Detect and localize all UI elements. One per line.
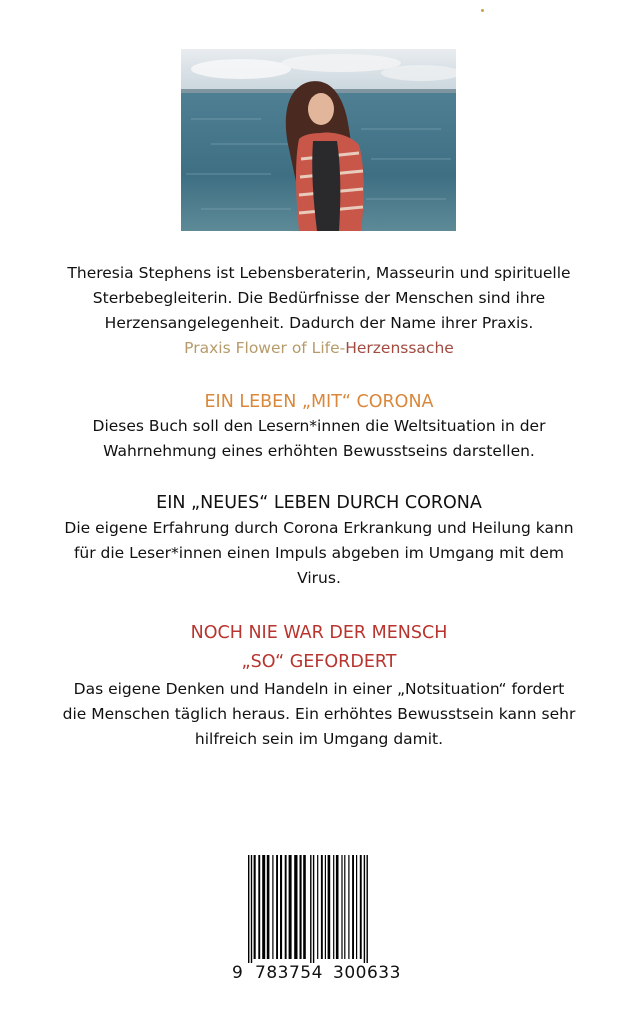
section2-line: für die Leser*innen einen Impuls abgeben im Umgang mit dem	[73, 544, 565, 562]
praxis-name	[40, 336, 598, 361]
decorative-dot	[481, 9, 484, 12]
section3-text	[40, 677, 598, 752]
barcode-bar	[258, 855, 260, 959]
author-photo	[181, 49, 456, 231]
barcode-bar	[254, 855, 256, 959]
isbn-group2: 300633	[333, 963, 401, 983]
barcode-bar	[262, 855, 265, 959]
barcode-bar	[251, 855, 252, 975]
section3-line: hilfreich sein im Umgang damit.	[194, 730, 444, 748]
barcode-bar	[352, 855, 354, 959]
barcode-bar	[280, 855, 282, 959]
barcode-bar	[348, 855, 349, 959]
section1-line: Wahrnehmung eines erhöhten Bewusstseins darstellen.	[103, 442, 535, 460]
section3-heading-line2: „SO“ GEFORDERT	[241, 652, 397, 672]
barcode-bar	[360, 855, 362, 959]
section2-text	[40, 516, 598, 591]
barcode-bar	[367, 855, 368, 975]
barcode-bar	[272, 855, 273, 959]
barcode-bar	[303, 855, 306, 959]
section3-heading-line1: NOCH NIE WAR DER MENSCH	[190, 623, 448, 643]
section1-text	[40, 414, 598, 464]
barcode-bar	[333, 855, 334, 959]
section3-line: Das eigene Denken und Handeln in einer „Notsituation“ fordert	[73, 680, 565, 698]
barcode-bar	[336, 855, 339, 959]
barcode-bar	[325, 855, 326, 959]
section3-line: die Menschen täglich heraus. Ein erhöhtes Bewusstsein kann sehr	[62, 705, 576, 723]
isbn-prefix: 9	[232, 963, 244, 983]
barcode-bar	[267, 855, 270, 959]
barcode-bar	[310, 855, 311, 975]
barcode-bar	[321, 855, 323, 959]
author-bio	[40, 261, 598, 336]
section2-line: Die eigene Erfahrung durch Corona Erkrankung und Heilung kann	[64, 519, 574, 537]
section1-heading: EIN LEBEN „MIT“ CORONA	[204, 392, 434, 412]
section1-line: Dieses Buch soll den Lesern*innen die Weltsituation in der	[92, 417, 546, 435]
isbn-group1: 783754	[255, 963, 323, 983]
barcode-bar	[364, 855, 365, 975]
isbn-number	[232, 963, 412, 983]
barcode-bar	[300, 855, 302, 959]
barcode-bar	[317, 855, 318, 959]
barcode-bar	[344, 855, 345, 959]
bio-line: Sterbebegleiterin. Die Bedürfnisse der Menschen sind ihre	[92, 289, 546, 307]
barcode-bar	[356, 855, 357, 959]
barcode-bar	[328, 855, 331, 959]
section2-line: Virus.	[297, 569, 341, 587]
section2-heading: EIN „NEUES“ LEBEN DURCH CORONA	[156, 493, 482, 513]
barcode-bar	[289, 855, 292, 959]
bio-line: Herzensangelegenheit. Dadurch der Name ihrer Praxis.	[104, 314, 534, 332]
barcode-bar	[341, 855, 342, 959]
barcode-bar	[294, 855, 297, 959]
barcode-bar	[285, 855, 287, 959]
praxis-name-part1: Praxis Flower of Life-	[184, 339, 346, 357]
barcode-bar	[276, 855, 278, 959]
barcode-bar	[248, 855, 249, 975]
praxis-name-part2: Herzenssache	[345, 339, 454, 357]
bio-line: Theresia Stephens ist Lebensberaterin, Masseurin und spirituelle	[67, 264, 571, 282]
barcode-bar	[313, 855, 314, 975]
